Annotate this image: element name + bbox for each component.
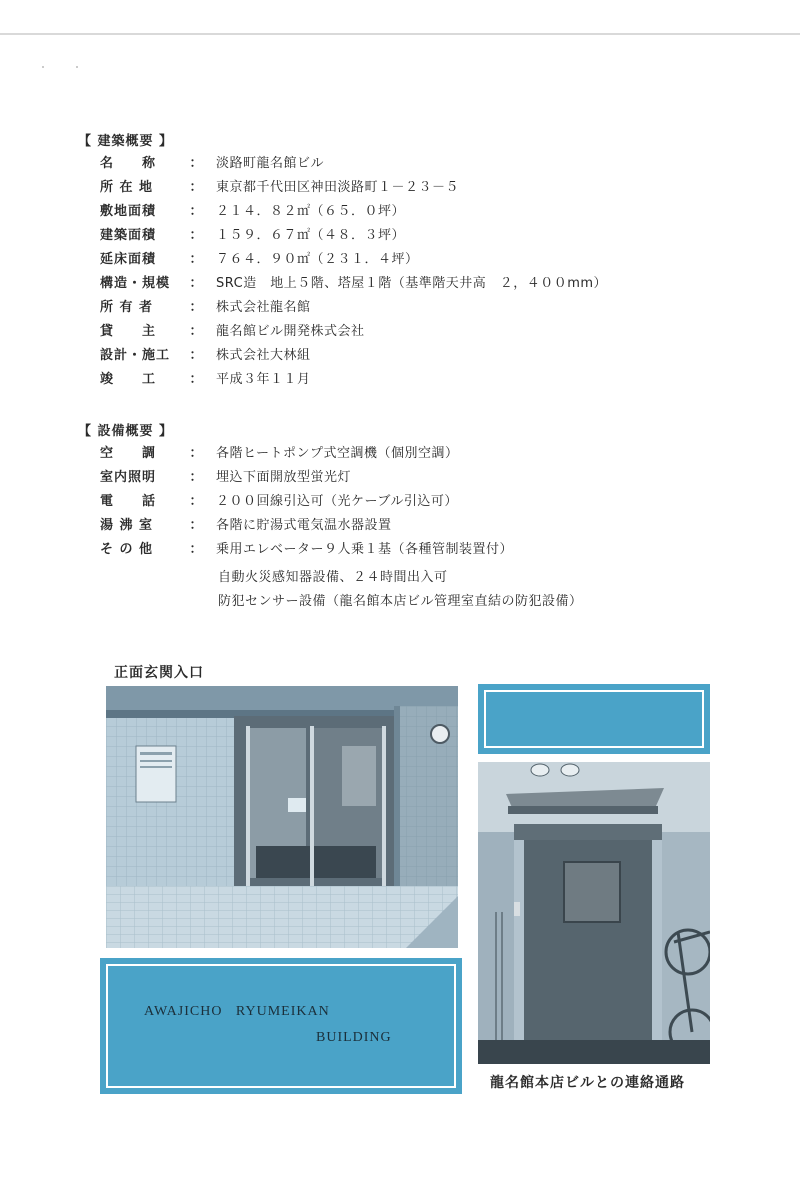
overview-row	[100, 318, 365, 340]
colon: ：	[189, 445, 203, 461]
facilities-row	[100, 440, 458, 462]
row-label: 竣 工	[100, 371, 157, 387]
colon: ：	[189, 323, 203, 339]
overview-row	[100, 174, 459, 196]
building-name-line2: BUILDING	[316, 1030, 392, 1045]
row-label: 構造・規模	[100, 275, 171, 291]
colon: ：	[189, 275, 203, 291]
facilities-row	[100, 536, 513, 558]
row-value: 龍名館ビル開発株式会社	[216, 323, 365, 339]
colon: ：	[189, 541, 203, 557]
row-label: 室内照明	[100, 469, 157, 485]
facilities-row	[100, 512, 392, 534]
corridor-caption: 龍名館本店ビルとの連絡通路	[490, 1075, 685, 1091]
top-divider	[0, 33, 800, 35]
row-value: ２００回線引込可（光ケーブル引込可）	[216, 493, 458, 509]
facilities-overview-heading: 【 設備概要 】	[78, 424, 174, 439]
overview-row	[100, 150, 324, 172]
row-label: 建築面積	[100, 227, 157, 243]
row-label: 貸 主	[100, 323, 157, 339]
corridor-photo	[478, 762, 710, 1064]
colon: ：	[189, 179, 203, 195]
row-label: 名 称	[100, 155, 157, 171]
entrance-caption: 正面玄関入口	[114, 665, 204, 681]
corridor-photo-image	[478, 762, 710, 1064]
colon: ：	[189, 517, 203, 533]
colon: ：	[189, 227, 203, 243]
row-label: 電 話	[100, 493, 157, 509]
facilities-row	[100, 464, 351, 486]
row-value: 乗用エレベーター９人乗１基（各種管制装置付）	[216, 541, 514, 557]
colon: ：	[189, 493, 203, 509]
entrance-photo-image	[106, 686, 458, 948]
row-value: ７６４．９０㎡（２３１．４坪）	[216, 251, 419, 267]
other-continued-line: 防犯センサー設備（龍名館本店ビル管理室直結の防犯設備）	[218, 594, 583, 609]
row-value: 埋込下面開放型蛍光灯	[216, 469, 352, 485]
row-value: 平成３年１１月	[216, 371, 311, 387]
scan-dot	[42, 66, 44, 68]
building-title-frame	[106, 964, 456, 1088]
row-value: 各階に貯湯式電気温水器設置	[216, 517, 392, 533]
overview-row	[100, 246, 419, 268]
row-value: ２１４．８２㎡（６５．０坪）	[216, 203, 406, 219]
blue-panel-small	[478, 684, 710, 754]
row-value: 各階ヒートポンプ式空調機（個別空調）	[216, 445, 459, 461]
row-value: 株式会社龍名館	[216, 299, 311, 315]
colon: ：	[189, 347, 203, 363]
scan-dot	[76, 66, 78, 68]
colon: ：	[189, 251, 203, 267]
row-value: １５９．６７㎡（４８．３坪）	[216, 227, 406, 243]
building-name-line1: AWAJICHO RYUMEIKAN	[144, 1004, 330, 1019]
overview-row	[100, 222, 405, 244]
row-value: 東京都千代田区神田淡路町１－２３－５	[216, 179, 460, 195]
facilities-row	[100, 488, 458, 510]
blue-panel-frame	[484, 690, 704, 748]
row-label: 所 有 者	[100, 299, 154, 315]
colon: ：	[189, 155, 203, 171]
building-title-panel	[100, 958, 462, 1094]
overview-row	[100, 198, 405, 220]
overview-row	[100, 366, 311, 388]
row-label: 延床面積	[100, 251, 157, 267]
overview-row	[100, 270, 607, 292]
row-value: 淡路町龍名館ビル	[216, 155, 325, 171]
other-continued-line: 自動火災感知器設備、２４時間出入可	[218, 570, 448, 585]
row-label: 湯 沸 室	[100, 517, 154, 533]
row-label: 空 調	[100, 445, 157, 461]
row-label: 設計・施工	[100, 347, 171, 363]
row-label: 所 在 地	[100, 179, 154, 195]
colon: ：	[189, 371, 203, 387]
building-overview-heading: 【 建築概要 】	[78, 134, 174, 149]
row-label: そ の 他	[100, 541, 154, 557]
row-label: 敷地面積	[100, 203, 157, 219]
colon: ：	[189, 469, 203, 485]
entrance-photo	[106, 686, 458, 948]
row-value: SRC造 地上５階、塔屋１階（基準階天井高 ２，４００mm）	[216, 275, 608, 291]
overview-row	[100, 294, 311, 316]
overview-row	[100, 342, 311, 364]
colon: ：	[189, 203, 203, 219]
colon: ：	[189, 299, 203, 315]
row-value: 株式会社大林組	[216, 347, 311, 363]
